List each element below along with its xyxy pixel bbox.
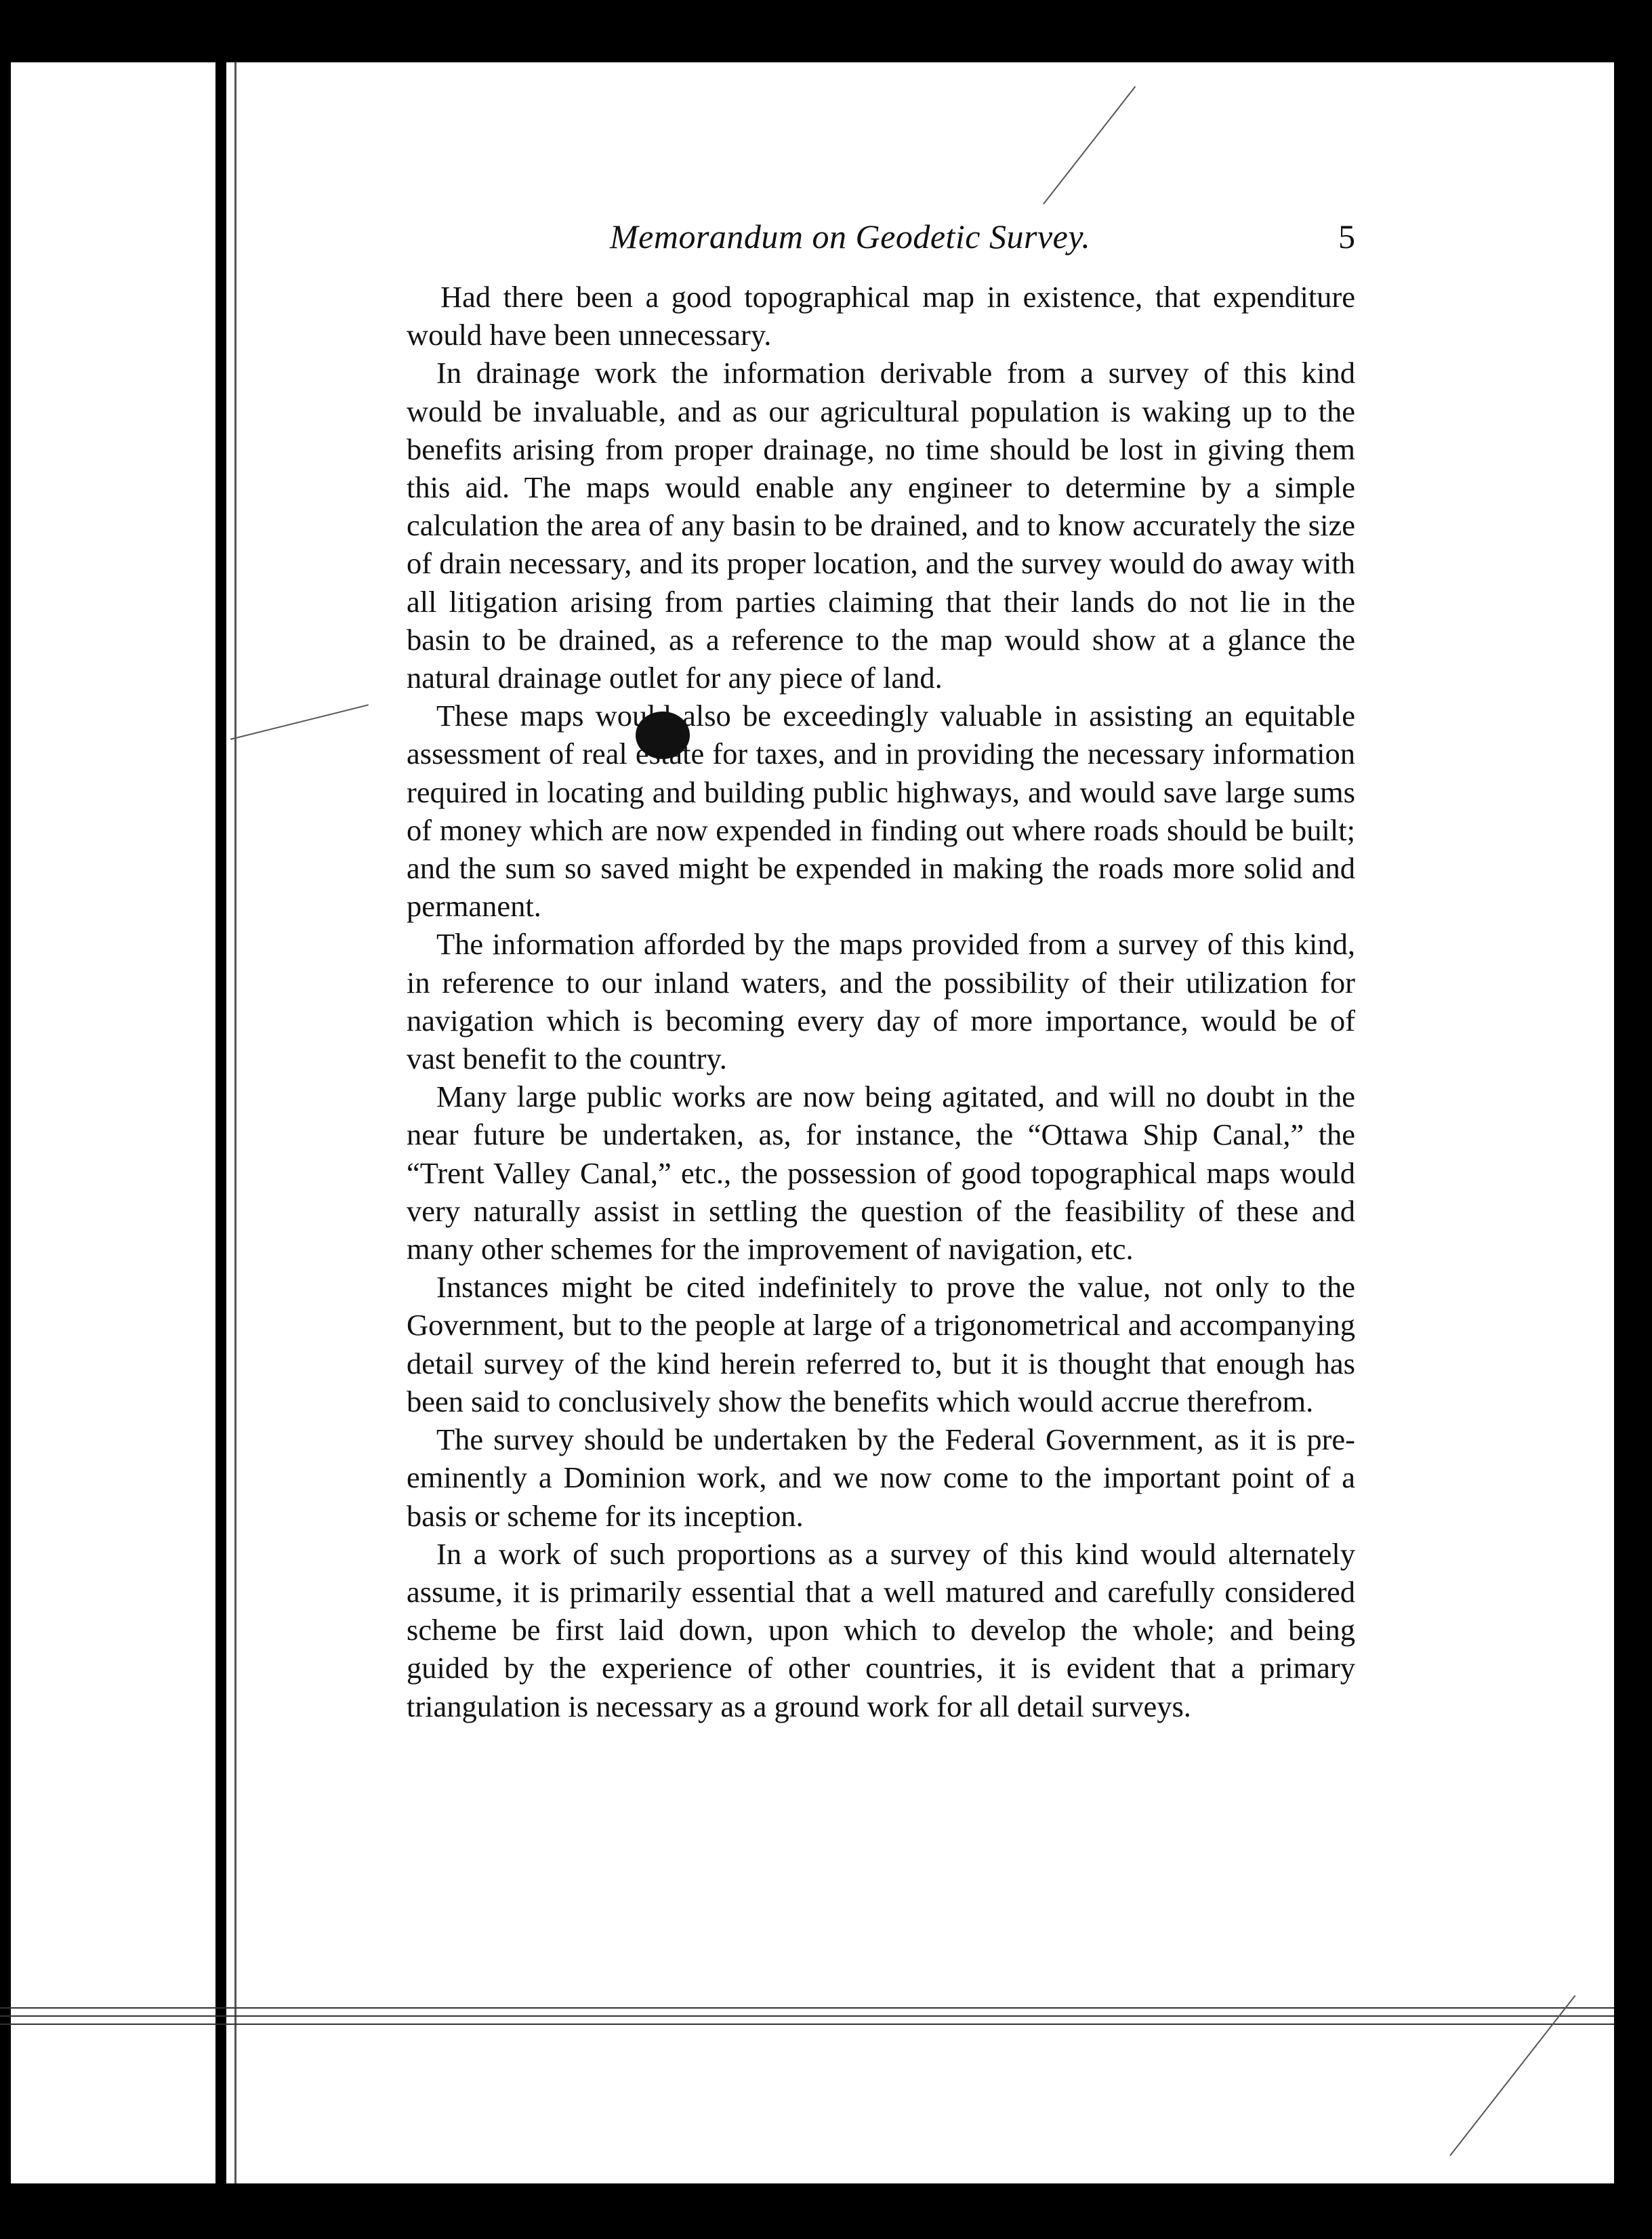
paragraph: Instances might be cited indefinitely to prove the value, not only to the Government, but to the people at large of a trigonometrical and accompanying detail survey of the kind herein referred to, but it is thought that enough has been said to conclusively show the benefits which would accrue therefrom. xyxy=(407,1270,1355,1418)
page-number: 5 xyxy=(1338,218,1355,255)
bottom-rule-line xyxy=(0,2015,1614,2017)
paragraph: The information afforded by the maps provided from a survey of this kind, in reference to our inland waters, and the possibility of their utilization for navigation which is becoming every day of more importance, would be of vast benefit to the country. xyxy=(407,927,1355,1076)
scan-border-bottom xyxy=(0,2183,1652,2239)
paragraph: Had there been a good topographical map in existence, that expenditure would have been unnecessary. xyxy=(407,280,1355,352)
paragraph: Many large public works are now being agitated, and will no doubt in the near future be undertaken, as, for instance, the “Ottawa Ship Canal,” the “Trent Valley Canal,” etc., the possession of good topographical maps would very naturally assist in settling the question of the feasibility of these and many other schemes for the improvement of navigation, etc. xyxy=(407,1080,1355,1267)
scan-border-top xyxy=(0,0,1652,62)
document-page xyxy=(407,217,1355,1725)
paragraph: The survey should be undertaken by the Federal Government, as it is pre-eminently a Dominion work, and we now come to the important point of a basis or scheme for its inception. xyxy=(407,1422,1355,1533)
running-title: Memorandum on Geodetic Survey. xyxy=(610,218,1091,255)
scan-border-left xyxy=(0,0,11,2239)
body-text xyxy=(407,278,1355,1725)
scan-scratch xyxy=(1449,1995,1575,2156)
bottom-rule-line xyxy=(0,2024,1614,2025)
scan-scratch xyxy=(230,704,369,740)
scan-border-right xyxy=(1614,0,1652,2239)
binding-gutter-line-thin xyxy=(234,62,236,2183)
binding-gutter-line xyxy=(215,62,226,2183)
scan-scratch xyxy=(1043,86,1136,205)
page-header xyxy=(407,217,1355,271)
bottom-rule-line xyxy=(0,2007,1614,2009)
paragraph: These maps would also be exceedingly valuable in assisting an equitable assessment of real estate for taxes, and in providing the necessary information required in locating and building public highways, and would save large sums of money which are now expended in finding out where roads should be built; and the sum so saved might be expended in making the roads more solid and permanent. xyxy=(407,699,1355,924)
paragraph: In a work of such proportions as a survey of this kind would alternately assume, it is primarily essential that a well matured and carefully considered scheme be first laid down, upon which to develop the whole; and being guided by the experience of other countries, it is evident that a primary triangulation is necessary as a ground work for all detail surveys. xyxy=(407,1536,1355,1723)
paragraph: In drainage work the information derivable from a survey of this kind would be invaluable, and as our agricultural population is waking up to the benefits arising from proper drainage, no time should be lost in giving them this aid. The maps would enable any engineer to determine by a simple calculation the area of any basin to be drained, and to know accurately the size of drain necessary, and its proper location, and the survey would do away with all litigation arising from parties claiming that their lands do not lie in the basin to be drained, as a reference to the map would show at a glance the natural drainage outlet for any piece of land. xyxy=(407,356,1355,695)
